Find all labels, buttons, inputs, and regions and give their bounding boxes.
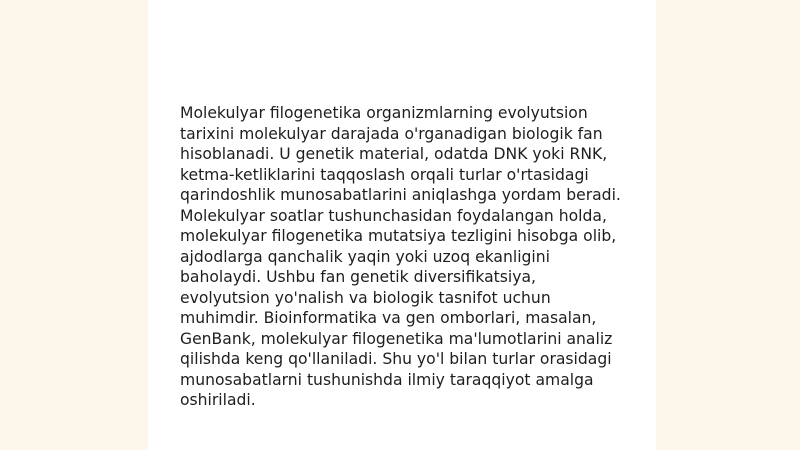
body-paragraph: Molekulyar filogenetika organizmlarning evolyutsion tarixini molekulyar darajada o'rganadigan biologik fan hisoblanadi. U genetik material, odatda DNK yoki RNK, ketma-ketliklarini taqqoslash orqali turlar o'rtasidagi qarindoshlik munosabatlarini aniqlashga yordam beradi. Molekulyar soatlar tushunchasidan foydalangan holda, molekulyar filogenetika mutatsiya tezligini hisobga olib, ajdodlarga qanchalik yaqin yoki uzoq ekanligini baholaydi. Ushbu fan genetik diversifikatsiya, evolyutsion yo'nalish va biologik tasnifot uchun muhimdir. Bioinformatika va gen omborlari, masalan, GenBank, molekulyar filogenetika ma'lumotlarini analiz qilishda keng qo'llaniladi. Shu yo'l bilan turlar orasidagi munosabatlarni tushunishda ilmiy taraqqiyot amalga oshiriladi.	[180, 104, 621, 409]
document-page	[148, 0, 656, 450]
